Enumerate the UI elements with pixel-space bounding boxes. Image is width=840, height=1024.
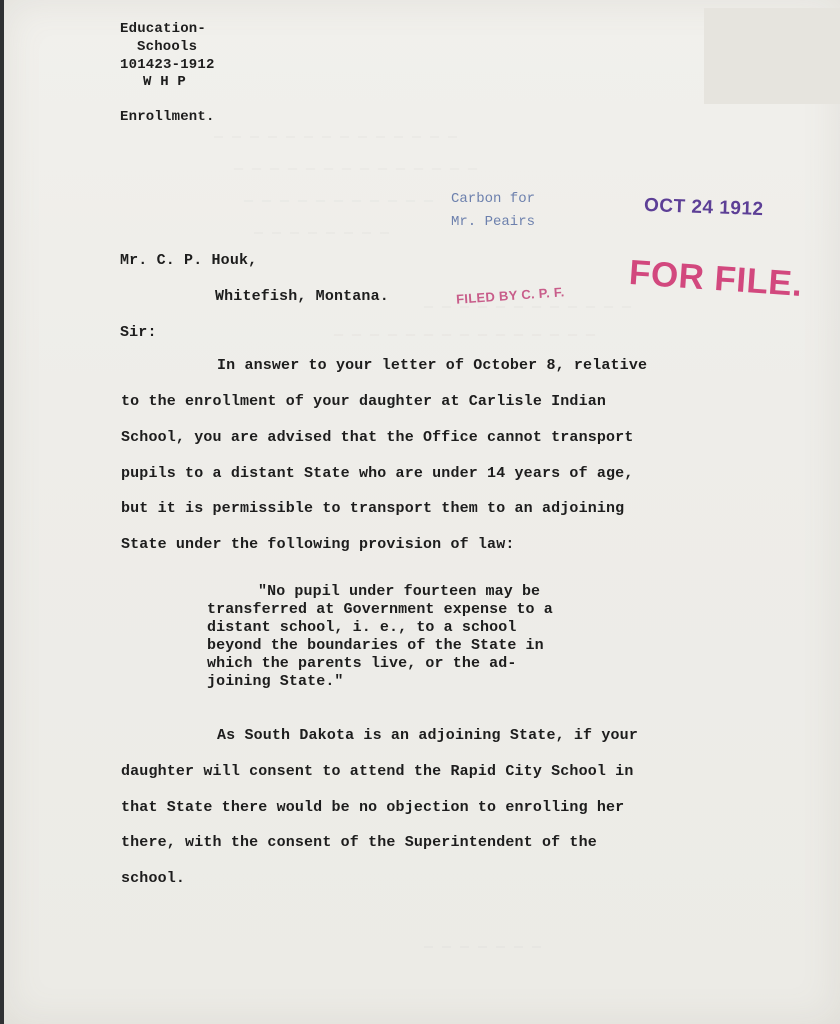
filed-by-stamp: FILED BY C. P. F. <box>455 284 566 307</box>
bleed-through-line <box>254 226 389 241</box>
bleed-through-line <box>424 940 541 955</box>
reference-line: 101423-1912 <box>120 57 215 73</box>
paragraph-line: that State there would be no objection to enrolling her <box>121 799 625 816</box>
paragraph-line: In answer to your letter of October 8, relative <box>217 357 648 374</box>
quotation-line: transferred at Government expense to a <box>207 601 553 618</box>
quotation-line: joining State." <box>207 673 344 690</box>
carbon-copy-note: Mr. Peairs <box>451 214 536 230</box>
quotation-line: which the parents live, or the ad- <box>207 655 517 672</box>
paragraph-line: State under the following provision of law: <box>121 536 515 553</box>
paragraph-line: but it is permissible to transport them to an adjoining <box>121 500 625 517</box>
for-file-stamp: FOR FILE. <box>627 252 804 305</box>
paragraph-line: pupils to a distant State who are under 14 years of age, <box>121 465 634 482</box>
quotation-line: beyond the boundaries of the State in <box>207 637 544 654</box>
quotation-line: "No pupil under fourteen may be <box>258 583 541 600</box>
bleed-through-line <box>334 328 595 343</box>
salutation: Sir: <box>120 324 157 341</box>
paragraph-line: to the enrollment of your daughter at Carlisle Indian <box>121 393 607 410</box>
paragraph-line: school. <box>121 870 186 887</box>
paragraph-line: there, with the consent of the Superintendent of the <box>121 834 597 851</box>
paragraph-line: daughter will consent to attend the Rapid City School in <box>121 763 634 780</box>
paragraph-line: School, you are advised that the Office cannot transport <box>121 429 634 446</box>
addressee-name: Mr. C. P. Houk, <box>120 252 258 269</box>
date-stamp: OCT 24 1912 <box>643 194 764 221</box>
bleed-through-line <box>424 300 631 315</box>
bleed-through-line <box>244 194 433 209</box>
bleed-through-line <box>214 130 457 145</box>
quotation-line: distant school, i. e., to a school <box>207 619 517 636</box>
carbon-copy-note: Carbon for <box>451 191 536 207</box>
subject-line: Enrollment. <box>120 109 215 125</box>
reference-line: Education- <box>120 21 207 37</box>
addressee-location: Whitefish, Montana. <box>215 288 389 305</box>
bleed-through-line <box>234 162 477 177</box>
page-corner-overlap <box>704 8 840 104</box>
letter-page <box>4 0 840 1024</box>
paragraph-line: As South Dakota is an adjoining State, if your <box>217 727 638 744</box>
reference-line: Schools <box>137 39 198 55</box>
reference-initials: W H P <box>143 74 187 90</box>
